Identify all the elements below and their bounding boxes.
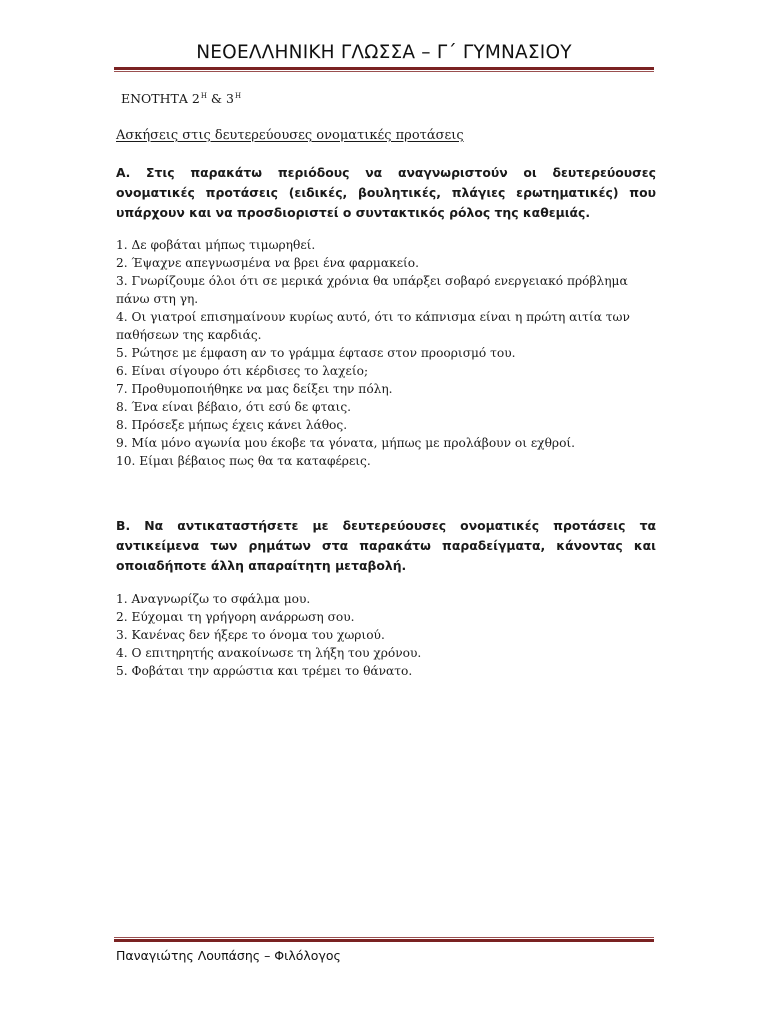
exercise-subtitle: Ασκήσεις στις δευτερεύουσες ονοματικές προτάσεις: [116, 128, 464, 143]
list-item: 7. Προθυμοποιήθηκε να μας δείξει την πόλη.: [116, 382, 393, 396]
list-item: 1. Αναγνωρίζω το σφάλμα μου.: [116, 592, 311, 606]
section-a-instruction: Α. Στις παρακάτω περιόδους να αναγνωριστούν οι δευτερεύουσες ονοματικές προτάσεις (ειδικές, βουλητικές, πλάγιες ερωτηματικές) που υπάρχουν και να προσδιοριστεί ο συντακτικός ρόλος της καθεμιάς.: [116, 165, 656, 220]
footer-author: Παναγιώτης Λουπάσης – Φιλόλογος: [116, 948, 341, 963]
list-item: 3. Κανένας δεν ήξερε το όνομα του χωριού.: [116, 628, 385, 642]
footer-rule-thin: [114, 937, 654, 938]
header-rule-thick: [114, 67, 654, 70]
list-item: 10. Είμαι βέβαιος πως θα τα καταφέρεις.: [116, 454, 371, 468]
section-b-list: [116, 590, 658, 680]
list-item: 4. Οι γιατροί επισημαίνουν κυρίως αυτό, ότι το κάπνισμα είναι η πρώτη αιτία των παθήσεων της καρδιάς.: [116, 310, 630, 342]
list-item: 1. Δε φοβάται μήπως τιμωρηθεί.: [116, 238, 316, 252]
list-item: 8. Ένα είναι βέβαιο, ότι εσύ δε φταις.: [116, 400, 352, 414]
unit-label: ΕΝΟΤΗΤΑ $2^H$ & $3^H$: [121, 91, 242, 106]
list-item: 5. Φοβάται την αρρώστια και τρέμει το θάνατο.: [116, 664, 413, 678]
footer-rule-thick: [114, 939, 654, 942]
list-item: 5. Ρώτησε με έμφαση αν το γράμμα έφτασε στον προορισμό του.: [116, 346, 516, 360]
list-item: 3. Γνωρίζουμε όλοι ότι σε μερικά χρόνια θα υπάρξει σοβαρό ενεργειακό πρόβλημα πάνω στη γη.: [116, 274, 628, 306]
header-rule-thin: [114, 71, 654, 72]
list-item: 8. Πρόσεξε μήπως έχεις κάνει λάθος.: [116, 418, 348, 432]
section-b-instruction: Β. Να αντικαταστήσετε με δευτερεύουσες ονοματικές προτάσεις τα αντικείμενα των ρημάτων στα παρακάτω παραδείγματα, κάνοντας και οποιαδήποτε άλλη απαραίτητη μεταβολή.: [116, 518, 656, 573]
list-item: 6. Είναι σίγουρο ότι κέρδισες το λαχείο;: [116, 364, 369, 378]
list-item: 2. Εύχομαι τη γρήγορη ανάρρωση σου.: [116, 610, 355, 624]
header-title: ΝΕΟΕΛΛΗΝΙΚΗ ΓΛΩΣΣΑ – Γ΄ ΓΥΜΝΑΣΙΟΥ: [196, 42, 572, 63]
list-item: 9. Μία μόνο αγωνία μου έκοβε τα γόνατα, μήπως με προλάβουν οι εχθροί.: [116, 436, 576, 450]
list-item: 2. Έψαχνε απεγνωσμένα να βρει ένα φαρμακείο.: [116, 256, 420, 270]
section-a-list: [116, 236, 658, 470]
list-item: 4. Ο επιτηρητής ανακοίνωσε τη λήξη του χρόνου.: [116, 646, 422, 660]
